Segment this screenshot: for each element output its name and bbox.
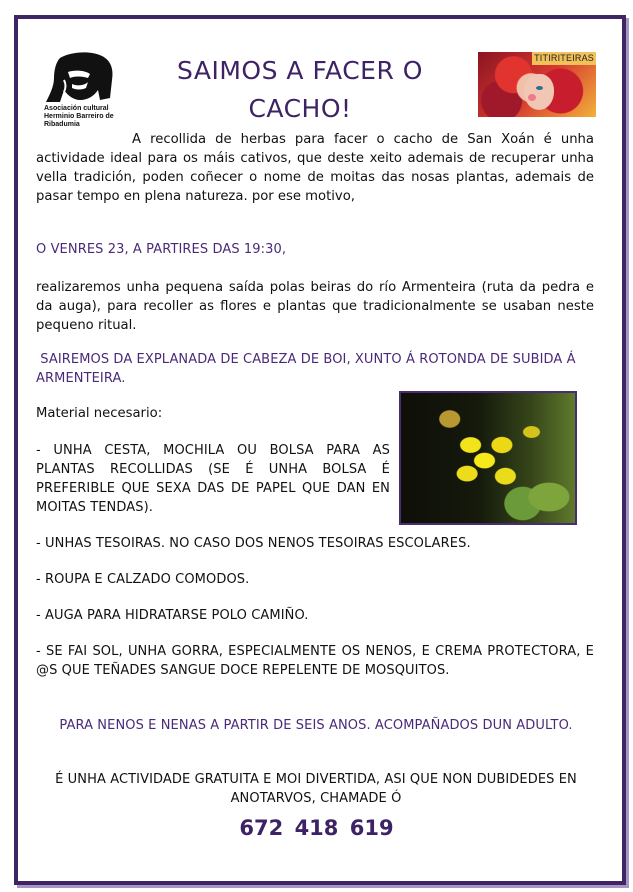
red-haired-puppet-illustration [524,74,554,110]
intro-paragraph: A recollida de herbas para facer o cacho de San Xoán é unha actividade ideal para os máis cativos, que deste xeito ademais de recuperar unha vella tradición, poden coñecer o nome de moitas das nosas plantas, ademais de pasar tempo en plena natureza. por ese motivo, [36,132,594,204]
closing-note: É UNHA ACTIVIDADE GRATUITA E MOI DIVERTIDA, ASI QUE NON DUBIDEDES EN ANOTARVOS, CHAMADE Ó [55,772,577,806]
eye-decoration [536,86,543,90]
cheek-decoration [528,94,536,101]
material-item-4: - AUGA PARA HIDRATARSE POLO CAMIÑO. [36,608,309,623]
caricature-face-icon [40,50,120,105]
badge-label: TITIRITEIRAS [534,53,594,63]
material-item-3: - ROUPA E CALZADO COMODOS. [36,572,250,587]
material-item-5: - SE FAI SOL, UNHA GORRA, ESPECIALMENTE OS NENOS, E CREMA PROTECTORA, E @S QUE TEÑADES SANGUE DOCE REPELENTE DE MOSQUITOS. [36,644,594,678]
material-item-2: - UNHAS TESOIRAS. NO CASO DOS NENOS TESOIRAS ESCOLARES. [36,536,471,551]
audience-note: PARA NENOS E NENAS A PARTIR DE SEIS ANOS. ACOMPAÑADOS DUN ADULTO. [59,718,573,733]
logo-caption: Asociación cultural Herminio Barreiro de Ribadumia [44,105,114,128]
meeting-point: SAIREMOS DA EXPLANADA DE CABEZA DE BOI, XUNTO Á ROTONDA DE SUBIDA Á ARMENTEIRA. [36,352,580,386]
activity-paragraph: realizaremos unha pequena saída polas beiras do río Armenteira (ruta da pedra e da auga), para recoller as flores e plantas que tradicionalmente se usaban neste pequeno ritual. [36,280,594,333]
material-item-1: - UNHA CESTA, MOCHILA OU BOLSA PARA AS PLANTAS RECOLLIDAS (SE É UNHA BOLSA É PREFERIBLE QUE SEXA DAS DE PAPEL QUE DAN EN MOITAS TENDAS). [36,443,390,515]
materials-heading: Material necesario: [36,406,163,421]
page-title: SAIMOS A FACER O CACHO! [177,56,423,123]
titiriteiras-badge [478,52,596,117]
yellow-st-johns-wort-flower-photo [399,391,577,525]
phone-number[interactable]: 672 418 619 [239,816,394,840]
date-line: O VENRES 23, A PARTIRES DAS 19:30, [36,242,287,257]
